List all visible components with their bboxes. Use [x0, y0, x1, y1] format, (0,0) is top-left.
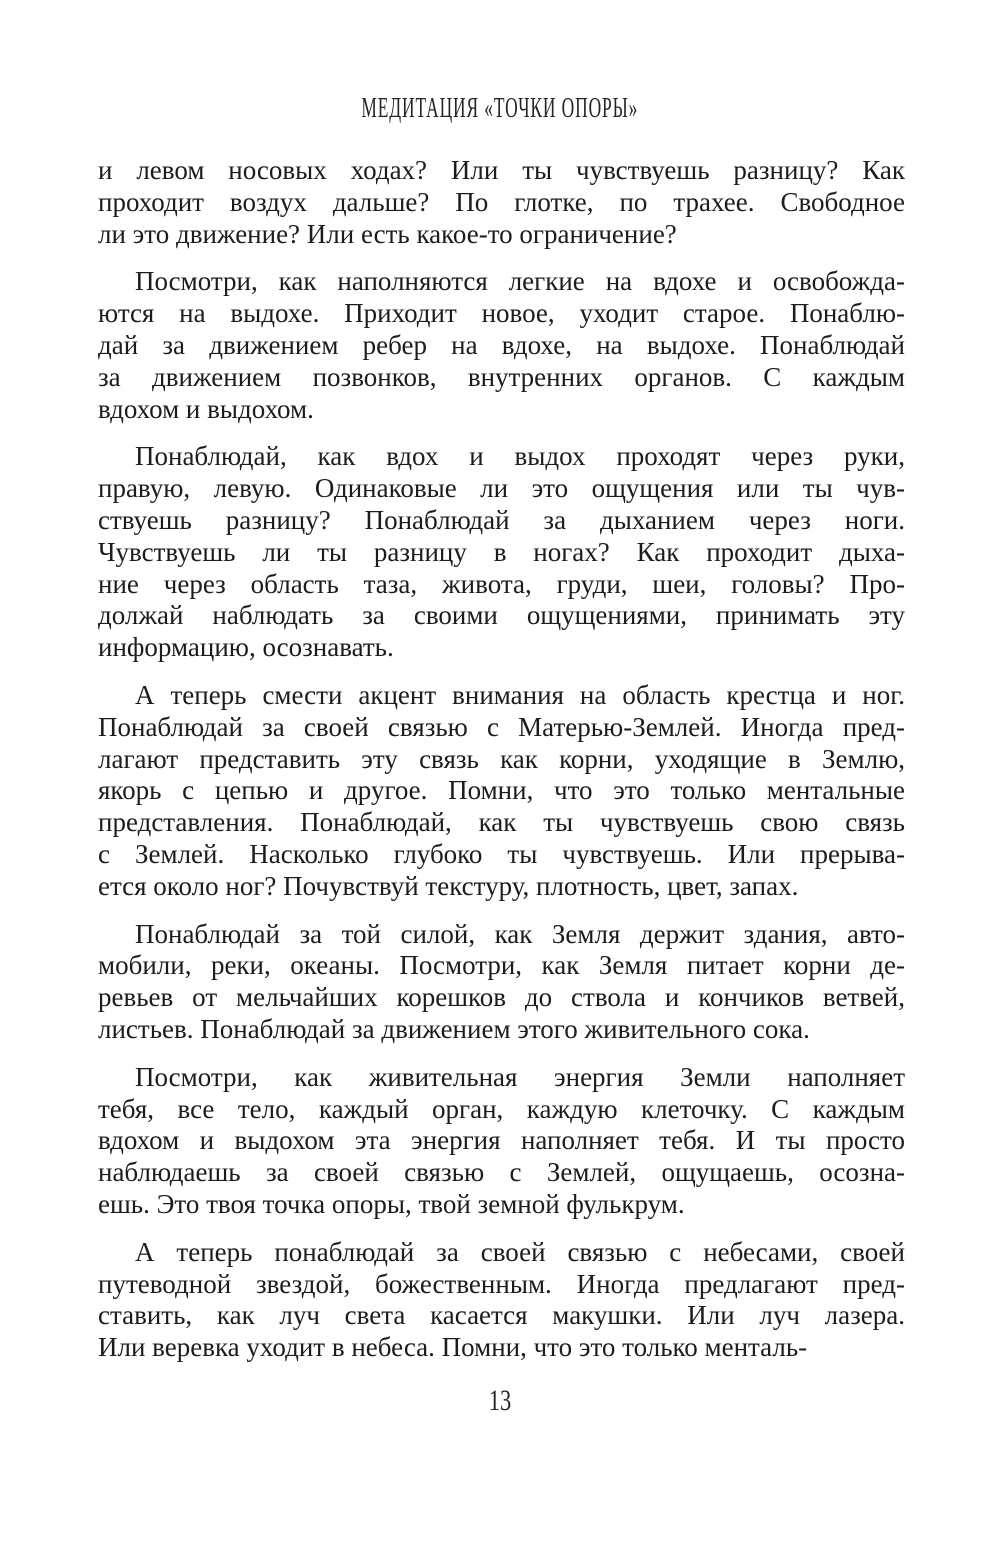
text-line: ствуешь разницу? Понаблюдай за дыханием через ноги. [98, 504, 905, 535]
text-line: Понаблюдай за той силой, как Земля держит здания, авто- [135, 918, 905, 949]
text-line: проходит воздух дальше? По глотке, по трахее. Свободное [98, 186, 905, 217]
text-line: А теперь понаблюдай за своей связью с небесами, своей [135, 1236, 905, 1267]
paragraph [98, 919, 905, 1046]
text-line: тебя, все тело, каждый орган, каждую клеточку. С каждым [98, 1093, 905, 1124]
running-header-text: МЕДИТАЦИЯ «ТОЧКИ ОПОРЫ» [361, 92, 639, 124]
text-line: информацию, осознавать. [98, 632, 394, 663]
text-line: А теперь смести акцент внимания на область крестца и ног. [135, 679, 905, 710]
text-line: лагают представить эту связь как корни, уходящие в Землю, [98, 743, 905, 774]
running-header [0, 92, 1000, 125]
text-line: наблюдаешь за своей связью с Землей, ощущаешь, осозна- [98, 1157, 905, 1188]
text-line: за движением позвонков, внутренних органов. С каждым [98, 361, 905, 392]
text-line: и левом носовых ходах? Или ты чувствуешь разницу? Как [98, 155, 905, 185]
paragraph [98, 680, 905, 903]
paragraph [98, 1237, 905, 1364]
text-line: Или веревка уходит в небеса. Помни, что это только менталь- [98, 1332, 808, 1363]
text-line: представления. Понаблюдай, как ты чувствуешь свою связь [98, 807, 905, 838]
text-line: Понаблюдай, как вдох и выдох проходят через руки, [135, 441, 905, 472]
text-line: ревьев от мельчайших корешков до ствола и кончиков ветвей, [98, 982, 905, 1013]
page-body [98, 155, 905, 1364]
text-line: ние через область таза, живота, груди, шеи, головы? Про- [98, 568, 905, 599]
text-line: ли это движение? Или есть какое-то ограничение? [98, 218, 677, 249]
page-number: 13 [488, 1384, 512, 1417]
page-footer [0, 1384, 1000, 1418]
text-line: ставить, как луч света касается макушки. Или луч лазера. [98, 1300, 905, 1331]
text-line: ется около ног? Почувствуй текстуру, плотность, цвет, запах. [98, 870, 799, 901]
paragraph [98, 266, 905, 425]
text-line: вдохом и выдохом. [98, 393, 314, 424]
text-line: должай наблюдать за своими ощущениями, принимать эту [98, 600, 905, 631]
text-line: с Землей. Насколько глубоко ты чувствуешь. Или прерыва- [98, 838, 905, 869]
text-line: якорь с цепью и другое. Помни, что это только ментальные [98, 775, 905, 806]
text-line: ешь. Это твоя точка опоры, твой земной фулькрум. [98, 1188, 685, 1219]
paragraph [98, 1062, 905, 1221]
text-line: Чувствуешь ли ты разницу в ногах? Как проходит дыха- [98, 536, 905, 567]
text-line: Посмотри, как живительная энергия Земли наполняет [135, 1061, 905, 1092]
text-line: листьев. Понаблюдай за движением этого живительного сока. [98, 1013, 810, 1044]
text-line: вдохом и выдохом эта энергия наполняет тебя. И ты просто [98, 1125, 905, 1156]
text-line: Посмотри, как наполняются легкие на вдохе и освобожда- [135, 266, 905, 297]
paragraph [98, 441, 905, 664]
text-line: Понаблюдай за своей связью с Матерью-Землей. Иногда пред- [98, 711, 905, 742]
text-line: ются на выдохе. Приходит новое, уходит старое. Понаблю- [98, 298, 905, 329]
text-line: дай за движением ребер на вдохе, на выдохе. Понаблюдай [98, 329, 905, 360]
text-line: правую, левую. Одинаковые ли это ощущения или ты чув- [98, 473, 905, 504]
paragraph [98, 155, 905, 250]
text-line: мобили, реки, океаны. Посмотри, как Земля питает корни де- [98, 950, 905, 981]
text-line: путеводной звездой, божественным. Иногда предлагают пред- [98, 1268, 905, 1299]
